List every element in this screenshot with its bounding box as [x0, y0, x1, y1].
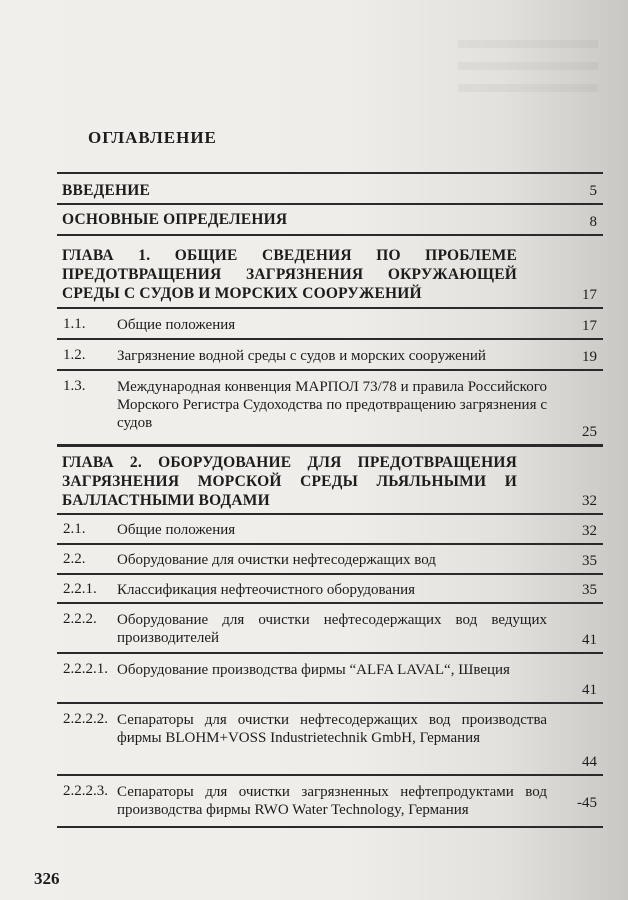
toc-section-number: 1.3. [63, 378, 86, 394]
toc-row[interactable] [57, 575, 603, 604]
page-number: 326 [34, 869, 60, 888]
toc-section-number: 2.2.2.3. [63, 783, 108, 799]
toc-entry-title: Общие положения [117, 522, 236, 538]
bleed-through-shadow [458, 84, 598, 92]
toc-section-number: 2.1. [63, 521, 86, 537]
bleed-through-shadow [458, 40, 598, 48]
bleed-through-shadow [458, 62, 598, 70]
toc-entry-title: Оборудование для очистки нефтесодержащих вод ведущих производителей [117, 612, 547, 646]
toc-section-number: 2.2. [63, 551, 86, 567]
toc-row[interactable] [57, 447, 603, 515]
toc-page-number: 5 [589, 183, 597, 199]
toc-page-number: 35 [582, 553, 597, 569]
toc-entry-title: Классификация нефтеочистного оборудования [117, 582, 416, 598]
toc-row[interactable] [57, 309, 603, 340]
toc-row[interactable] [57, 604, 603, 654]
toc-section-number: 2.2.2. [63, 611, 97, 627]
toc-row[interactable] [57, 236, 603, 309]
toc-row[interactable] [57, 776, 603, 828]
toc-entry-title: ГЛАВА 2. ОБОРУДОВАНИЕ ДЛЯ ПРЕДОТВРАЩЕНИЯ ЗАГРЯЗНЕНИЯ МОРСКОЙ СРЕДЫ ЛЬЯЛЬНЫМИ И БАЛЛАСТНЫМИ ВОДАМИ [62, 454, 517, 509]
toc-page-number: 8 [589, 214, 597, 230]
toc-page-number: 17 [582, 318, 597, 334]
toc-row[interactable] [57, 654, 603, 704]
toc-entry-title: Международная конвенция МАРПОЛ 73/78 и правила Российского Морского Регистра Судоходства по предотвращению загрязнения с судов [117, 379, 547, 431]
toc-row[interactable] [57, 371, 603, 447]
toc-row[interactable] [57, 172, 603, 205]
toc-row[interactable] [57, 340, 603, 371]
toc-entry-title: ОСНОВНЫЕ ОПРЕДЕЛЕНИЯ [62, 211, 288, 228]
toc-entry-title: ВВЕДЕНИЕ [62, 182, 151, 199]
toc-entry-title: Общие положения [117, 317, 236, 333]
toc-entry-title: Загрязнение водной среды с судов и морских сооружений [117, 348, 486, 364]
toc-row[interactable] [57, 545, 603, 575]
toc-page-number: 17 [582, 287, 597, 303]
toc-entry-title: Оборудование для очистки нефтесодержащих вод [117, 552, 436, 568]
toc-section-number: 1.2. [63, 347, 86, 363]
toc-page-number: 44 [582, 754, 597, 770]
toc-entry-title: ГЛАВА 1. ОБЩИЕ СВЕДЕНИЯ ПО ПРОБЛЕМЕ ПРЕДОТВРАЩЕНИЯ ЗАГРЯЗНЕНИЯ ОКРУЖАЮЩЕЙ СРЕДЫ С СУДОВ И МОРСКИХ СООРУЖЕНИЙ [62, 247, 517, 302]
toc-section-number: 2.2.2.2. [63, 711, 108, 727]
toc-row[interactable] [57, 515, 603, 545]
page-title: ОГЛАВЛЕНИЕ [88, 128, 217, 147]
toc-section-number: 2.2.1. [63, 581, 97, 597]
toc-page-number: 35 [582, 582, 597, 598]
toc-page-number: -45 [577, 795, 597, 811]
toc-entry-title: Оборудование производства фирмы “ALFA LAVAL“, Швеция [117, 662, 510, 678]
toc-row[interactable] [57, 205, 603, 236]
toc-entry-title: Сепараторы для очистки нефтесодержащих вод производства фирмы BLOHM+VOSS Industrietechnik GmbH, Германия [117, 712, 547, 746]
toc-page-number: 19 [582, 349, 597, 365]
toc-section-number: 1.1. [63, 316, 86, 332]
toc-page-number: 41 [582, 682, 597, 698]
table-of-contents [57, 172, 603, 828]
toc-entry-title: Сепараторы для очистки загрязненных нефтепродуктами вод производства фирмы RWO Water Technology, Германия [117, 784, 547, 818]
toc-section-number: 2.2.2.1. [63, 661, 108, 677]
toc-page-number: 25 [582, 424, 597, 440]
toc-page-number: 32 [582, 493, 597, 509]
toc-page-number: 32 [582, 523, 597, 539]
toc-row[interactable] [57, 704, 603, 776]
toc-page-number: 41 [582, 632, 597, 648]
